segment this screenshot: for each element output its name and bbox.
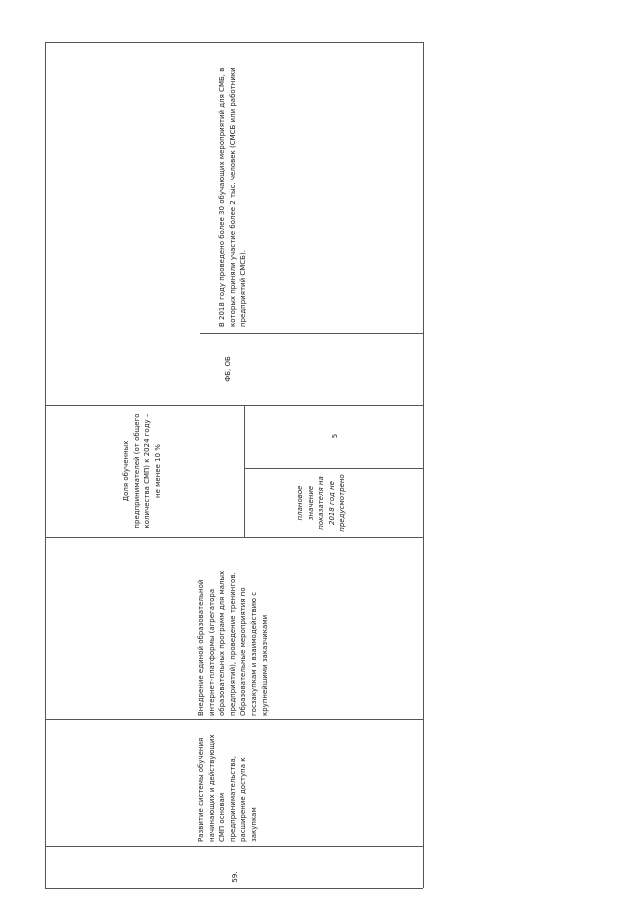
table-border-right — [423, 42, 424, 888]
divider-direction-number — [45, 846, 423, 847]
result-cell: В 2018 году проведено более 30 обучающих мероприятий для СМБ, в которых приняли участие более 2 тыс. человек (СМСБ или работники предприятий СМСБ). — [218, 67, 248, 327]
divider-funding-indicator — [45, 405, 423, 406]
direction-cell: Развитие системы обучения начинающих и действующих СМП основам предпринимательства, расширение доступа к закупкам — [197, 734, 258, 842]
planned-2018-cell: плановое значение показателя на 2018 год не предусмотрено — [296, 474, 347, 532]
table-border-top — [45, 42, 423, 43]
table-border-left — [45, 42, 46, 888]
funding-source-cell: ФБ, ОБ — [224, 356, 232, 382]
activity-cell: Внедрение единой образовательной интернет-платформы (агрегатора образовательных программ для малых предприятий), проведение тренингов. Образовательные мероприятия по госзакупкам и взаимодействию с крупнейшими заказчиками — [197, 570, 269, 716]
indicator-name-cell: Доля обученных предпринимателей (от общего количества СМП) к 2024 году – не менее 10 % — [122, 413, 162, 529]
indicator-value: 5 — [331, 433, 339, 439]
divider-indicator-header — [244, 405, 245, 537]
divider-activity-direction — [45, 719, 423, 720]
divider-result-funding — [200, 333, 423, 334]
row-number: 59. — [231, 871, 239, 883]
